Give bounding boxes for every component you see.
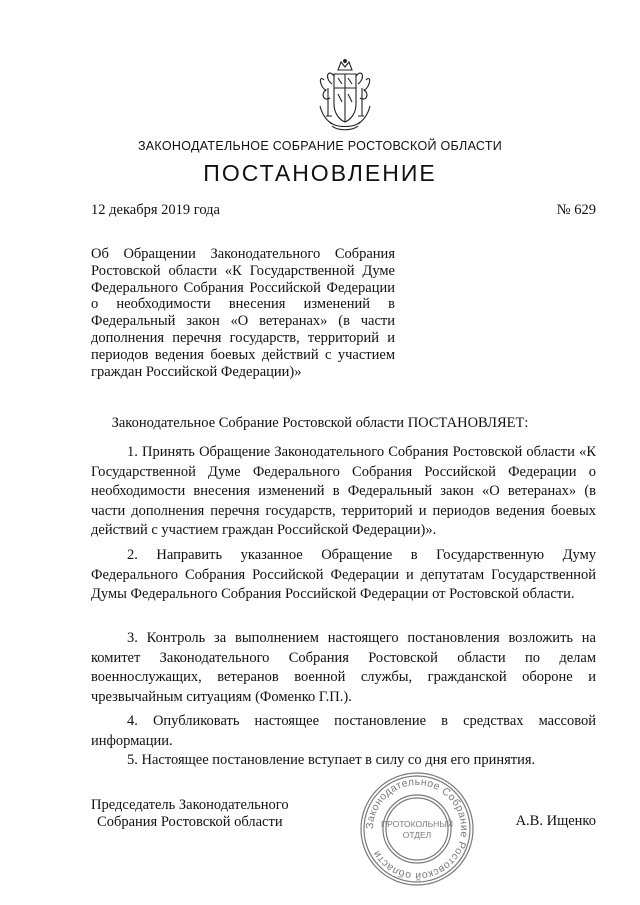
organization-name: ЗАКОНОДАТЕЛЬНОЕ СОБРАНИЕ РОСТОВСКОЙ ОБЛАСТИ: [137, 139, 503, 153]
official-stamp: [358, 770, 476, 888]
stamp-ring-text: Законодательное Собрание Ростовской области: [363, 775, 471, 883]
document-type-title: ПОСТАНОВЛЕНИЕ: [203, 160, 437, 186]
signer-name: А.В. Ищенко: [515, 813, 596, 829]
paragraph-1: 1. Принять Обращение Законодательного Собрания Ростовской области «К Государственной Думе Федерального Собрания Российской Федерации о необходимости внесения изменений в Федеральный закон «О ветеранах» (в части дополнения перечня государств, территорий и периодов ведения боевых действий с участием граждан Российской Федерации)».: [91, 444, 596, 538]
paragraph-4: 4. Опубликовать настоящее постановление в средствах массовой информации.: [91, 713, 596, 749]
svg-text:Законодательное Собрание Росто: [364, 776, 470, 882]
paragraph-3: 3. Контроль за выполнением настоящего постановления возложить на комитет Законодательного Собрания Ростовской области по делам военнослужащих, ветеранов военной службы, гражданской обороне и чрезвычайным ситуациям (Фоменко Г.П.).: [91, 630, 596, 705]
stamp-center-line-1: ПРОТОКОЛЬНЫЙ: [381, 819, 453, 829]
coat-of-arms-icon: [314, 58, 376, 134]
signer-title: [91, 797, 289, 831]
document-date: 12 декабря 2019 года: [91, 202, 220, 218]
paragraph-2: 2. Направить указанное Обращение в Государственную Думу Федерального Собрания Российской Федерации и депутатам Государственной Думы Федерального Собрания Российской Федерации от Ростовской области.: [91, 547, 596, 602]
stamp-center-line-2: ОТДЕЛ: [402, 830, 432, 840]
document-number: № 629: [556, 202, 596, 218]
signer-title-line-2: Собрания Ростовской области: [97, 814, 283, 830]
paragraph-5: 5. Настоящее постановление вступает в силу со дня его принятия.: [127, 752, 536, 768]
signer-title-line-1: Председатель Законодательного: [91, 797, 289, 813]
document-subject: Об Обращении Законодательного Собрания Ростовской области «К Государственной Думе Федерального Собрания Российской Федерации о необходимости внесения изменений в Федеральный закон «О ветеранах» (в части дополнения перечня государств, территорий и периодов ведения боевых действий с участием граждан Российской Федерации)»: [91, 246, 395, 380]
preamble: Законодательное Собрание Ростовской области ПОСТАНОВЛЯЕТ:: [111, 415, 529, 431]
